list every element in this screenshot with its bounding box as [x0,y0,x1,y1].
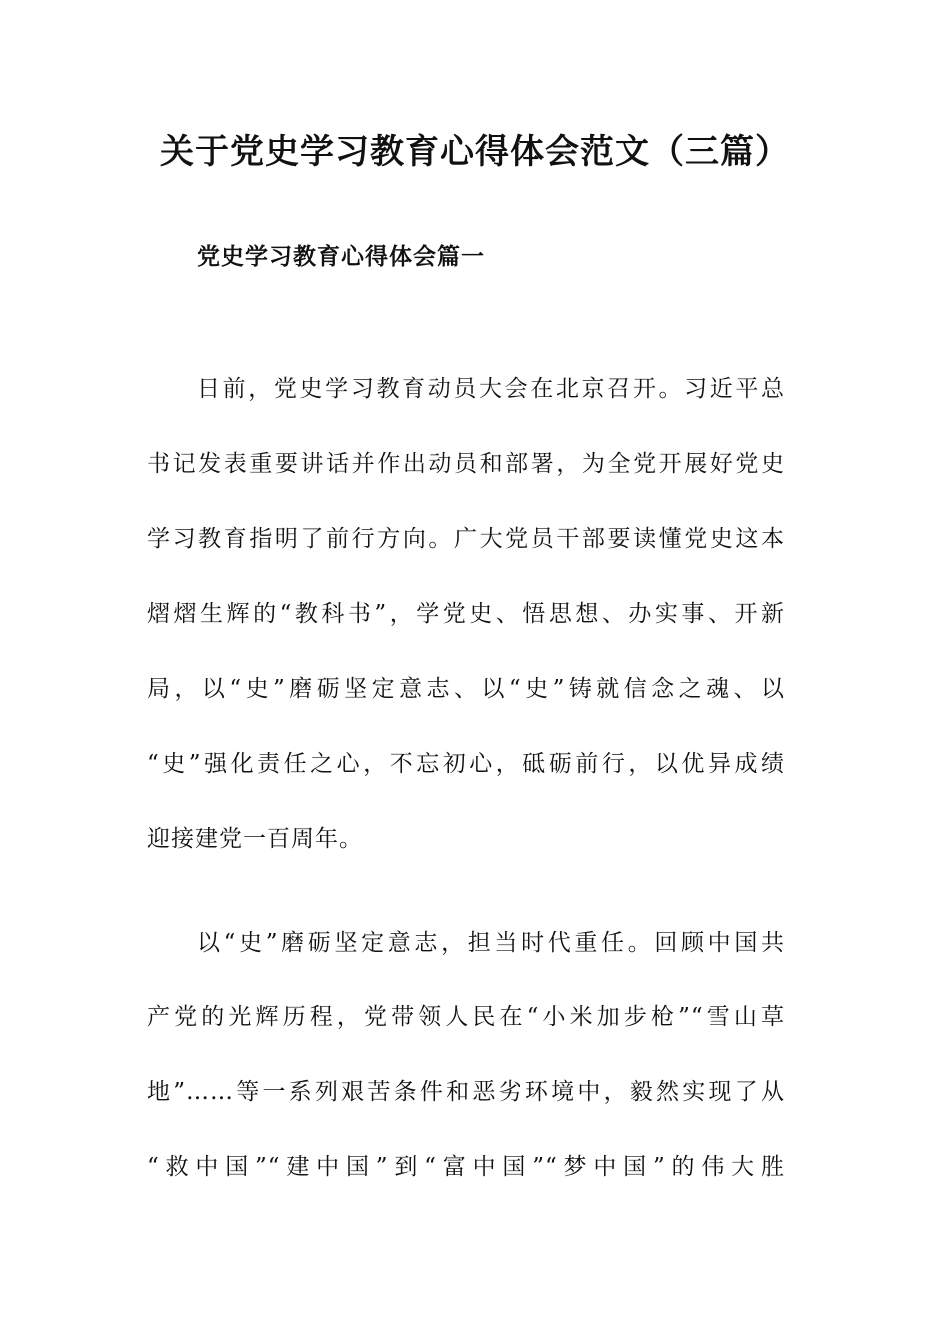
paragraph-line: 产党的光辉历程，党带领人民在“小米加步枪”“雪山草 [147,1004,785,1030]
document-title: 关于党史学习教育心得体会范文（三篇） [160,132,790,172]
paragraph-line: 学习教育指明了前行方向。广大党员干部要读懂党史这本 [147,526,785,552]
paragraph-line: 书记发表重要讲话并作出动员和部署，为全党开展好党史 [147,451,785,477]
paragraph-line: “史”强化责任之心，不忘初心，砥砺前行，以优异成绩 [147,751,785,777]
section-heading: 党史学习教育心得体会篇一 [197,244,485,270]
paragraph-line: 熠熠生辉的“教科书”，学党史、悟思想、办实事、开新 [147,601,785,627]
paragraph-line: 迎接建党一百周年。 [147,826,363,852]
paragraph-line: 以“史”磨砺坚定意志，担当时代重任。回顾中国共 [197,930,785,956]
paragraph-line: 日前，党史学习教育动员大会在北京召开。习近平总 [197,376,785,402]
paragraph-line: 局，以“史”磨砺坚定意志、以“史”铸就信念之魂、以 [147,676,785,702]
paragraph-line: “救中国”“建中国”到“富中国”“梦中国”的伟大胜 [147,1154,785,1180]
paragraph-line: 地”……等一系列艰苦条件和恶劣环境中，毅然实现了从 [147,1079,785,1105]
